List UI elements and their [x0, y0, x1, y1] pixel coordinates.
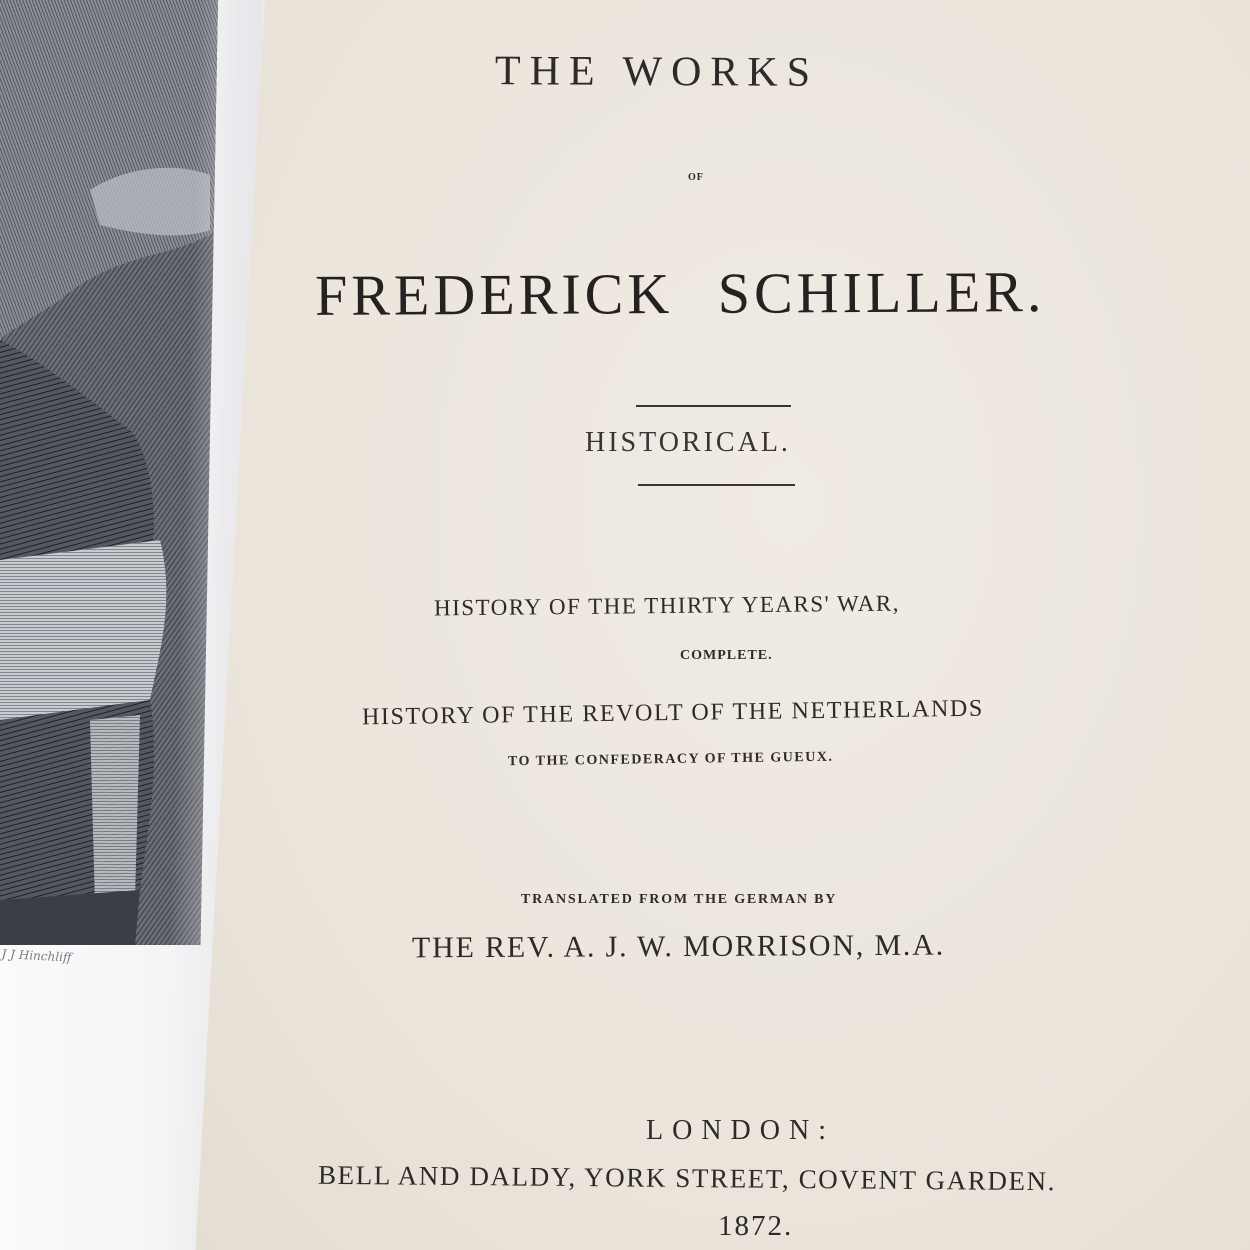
translated-by-line: TRANSLATED FROM THE GERMAN BY	[521, 892, 838, 907]
title-page	[195, 0, 1250, 1250]
title-of: OF	[688, 172, 704, 183]
engraved-frontispiece	[0, 0, 218, 945]
translator-name: THE REV. A. J. W. MORRISON, M.A.	[411, 928, 946, 965]
work-thirty-years-war-note: COMPLETE.	[680, 648, 773, 663]
work-revolt-netherlands-note: TO THE CONFEDERACY OF THE GUEUX.	[507, 749, 834, 770]
title-heading: THE WORKS	[494, 48, 820, 96]
work-thirty-years-war: HISTORY OF THE THIRTY YEARS' WAR,	[433, 590, 901, 621]
imprint-year: 1872.	[718, 1210, 794, 1242]
imprint-publisher: BELL AND DALDY, YORK STREET, COVENT GARDEN.	[317, 1159, 1057, 1197]
imprint-city: LONDON:	[646, 1115, 835, 1146]
rule-top	[636, 405, 791, 407]
engraver-credit: J J Hinchliff	[1, 947, 72, 965]
work-revolt-netherlands: HISTORY OF THE REVOLT OF THE NETHERLANDS	[361, 695, 984, 731]
section-title: HISTORICAL.	[585, 427, 791, 458]
rule-bottom	[638, 484, 795, 486]
author-name: FREDERICK SCHILLER.	[314, 259, 1046, 328]
